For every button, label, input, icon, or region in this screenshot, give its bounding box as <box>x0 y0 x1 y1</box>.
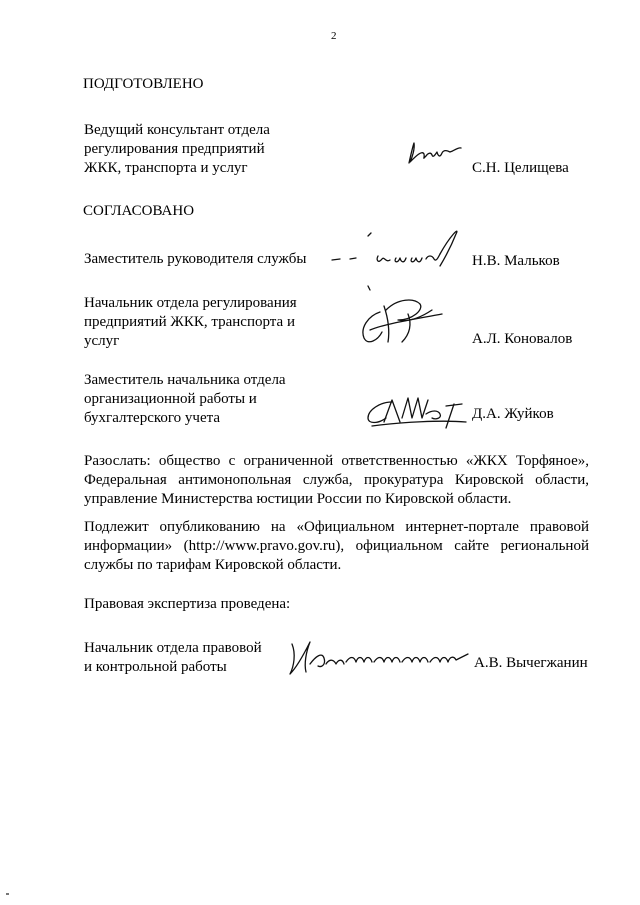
distribution-line: Федеральная антимонопольная служба, прокуратура Кировской области, <box>84 472 589 488</box>
legal-review-role <box>84 639 262 677</box>
distribution-line: управление Министерства юстиции России по Кировской области. <box>84 491 512 507</box>
prepared-role <box>84 121 270 178</box>
legal-review-statement: Правовая экспертиза проведена: <box>84 596 291 612</box>
role-line: предприятий ЖКК, транспорта и <box>84 314 295 330</box>
signer-name: А.Л. Коновалов <box>472 331 573 347</box>
role-line: услуг <box>84 333 120 349</box>
role-line: Ведущий консультант отдела <box>84 122 270 138</box>
publication-line: Подлежит опубликованию на «Официальном интернет-портале правовой <box>84 519 589 535</box>
prepared-name: С.Н. Целищева <box>472 160 569 176</box>
signature-zhuykov <box>362 392 474 432</box>
publication-paragraph <box>84 518 589 575</box>
role-line: ЖКК, транспорта и услуг <box>84 160 248 176</box>
signature-konovalov <box>350 280 446 352</box>
role-line: бухгалтерского учета <box>84 410 221 426</box>
prepared-heading: ПОДГОТОВЛЕНО <box>83 76 204 92</box>
role-line: Начальник отдела правовой <box>84 640 262 656</box>
signature-malkov <box>328 222 464 274</box>
legal-review-name: А.В. Вычегжанин <box>474 655 588 671</box>
signer-role <box>84 294 297 351</box>
role-line: Начальник отдела регулирования <box>84 295 297 311</box>
publication-line: информации» (http://www.pravo.gov.ru), официальном сайте региональной <box>84 538 589 554</box>
agreed-heading: СОГЛАСОВАНО <box>83 203 195 219</box>
distribution-line: Разослать: общество с ограниченной ответственностью «ЖКХ Торфяное», <box>84 453 589 469</box>
signature-tselishcheva <box>404 138 464 168</box>
distribution-paragraph <box>84 452 589 509</box>
role-line: Заместитель начальника отдела <box>84 372 286 388</box>
page-number: 2 <box>331 30 337 42</box>
role-line: организационной работы и <box>84 391 257 407</box>
role-line: регулирования предприятий <box>84 141 265 157</box>
role-line: Заместитель руководителя службы <box>84 251 307 267</box>
signer-role <box>84 250 306 269</box>
signer-role <box>84 371 286 428</box>
signature-vychegzhanin <box>286 636 470 680</box>
scan-speck <box>6 893 9 895</box>
publication-line: службы по тарифам Кировской области. <box>84 557 342 573</box>
signer-name: Н.В. Мальков <box>472 253 560 269</box>
signer-name: Д.А. Жуйков <box>472 406 554 422</box>
role-line: и контрольной работы <box>84 659 227 675</box>
